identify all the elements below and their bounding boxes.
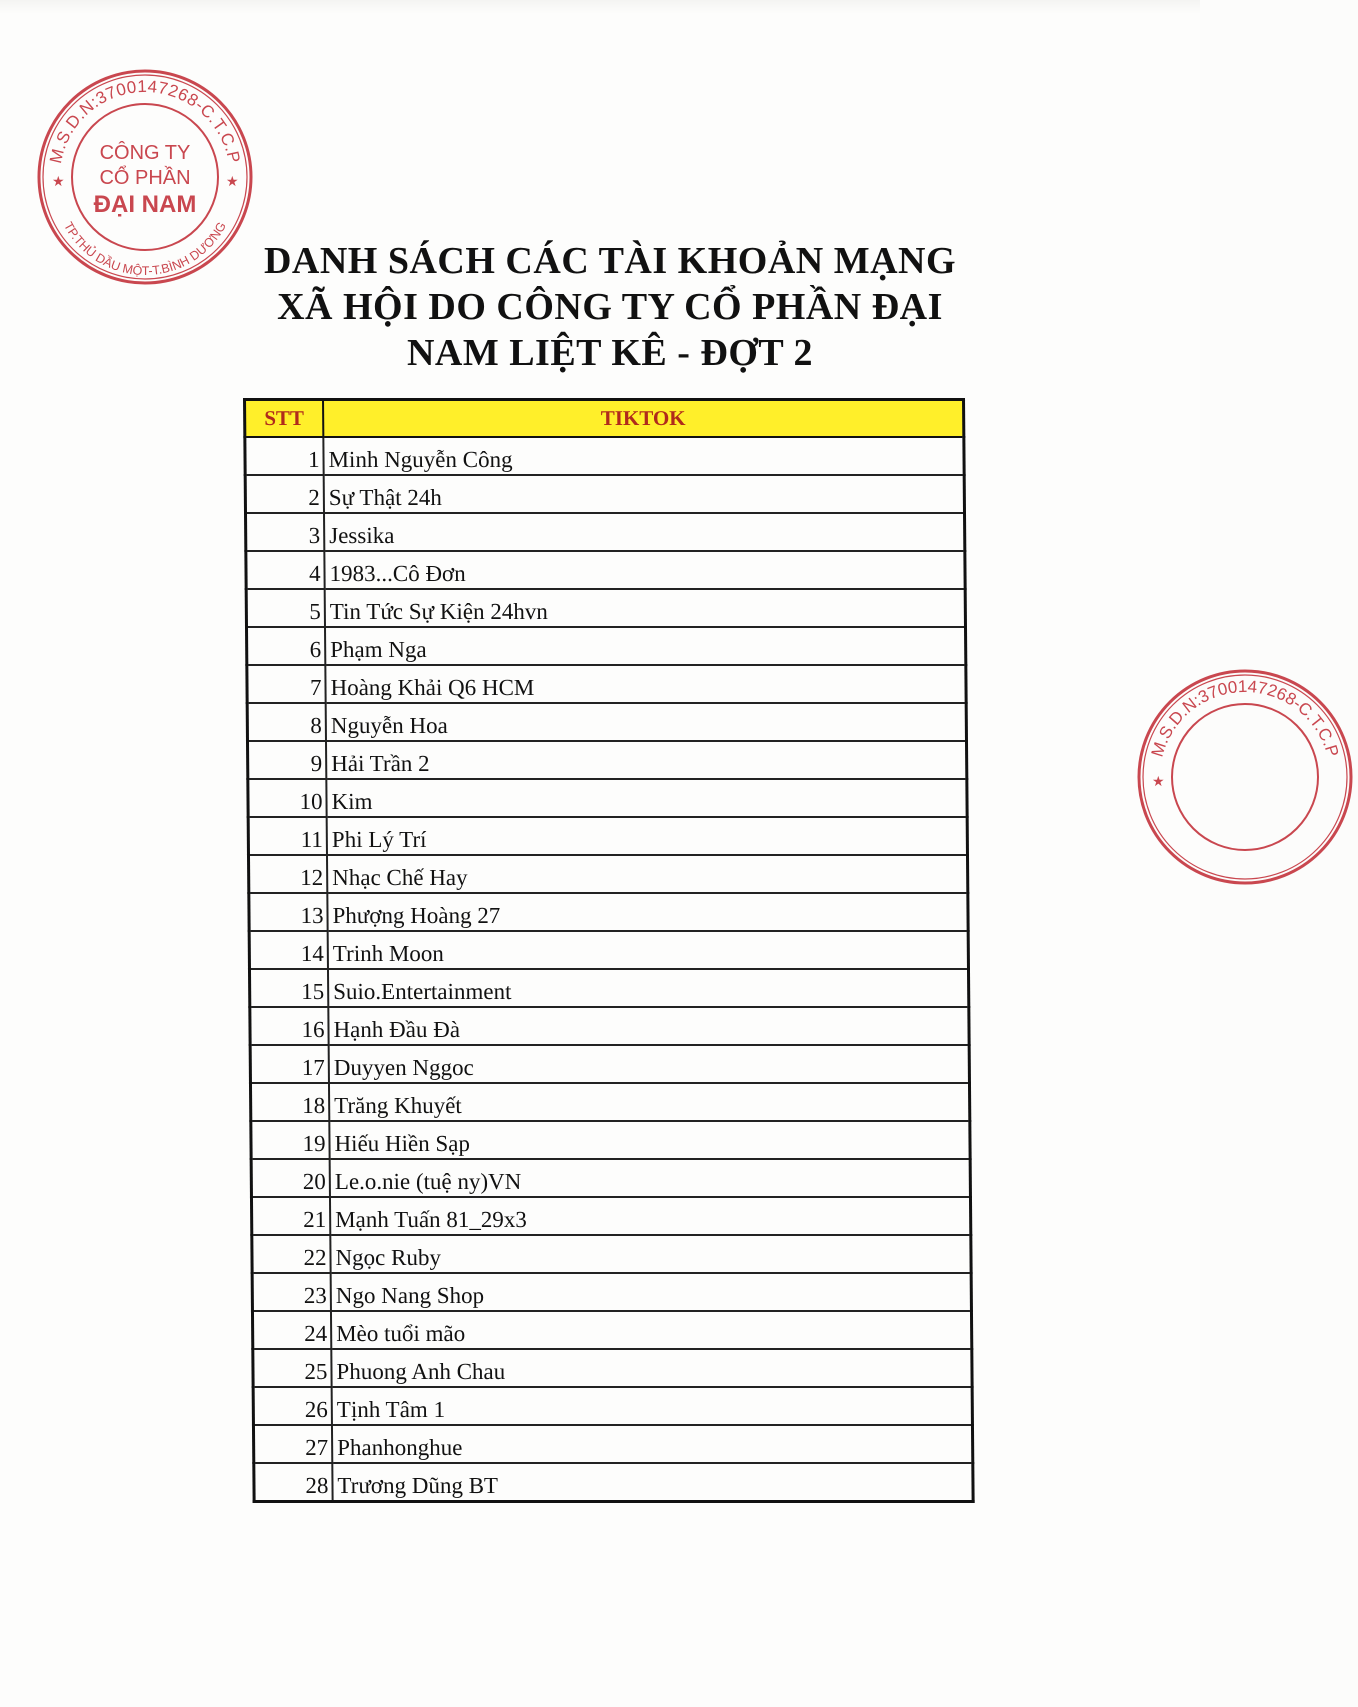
table-row [249, 893, 968, 931]
column-header-stt: STT [245, 400, 324, 438]
seal-star-icon: ★ [1152, 775, 1165, 790]
row-number: 24 [252, 1311, 331, 1349]
table-body [245, 437, 973, 1502]
account-name: Ngo Nang Shop [331, 1273, 972, 1311]
seal-star-icon: ★ [226, 175, 239, 190]
table-row [247, 703, 966, 741]
row-number: 21 [251, 1197, 330, 1235]
seal-ring-text: M.S.D.N:3700147268-C.T.C.P [1147, 676, 1343, 760]
row-number: 12 [248, 855, 327, 893]
seal-line-1: CÔNG TY [99, 142, 191, 164]
account-name: Phạm Nga [325, 627, 966, 665]
row-number: 27 [253, 1425, 332, 1463]
row-number: 4 [246, 551, 325, 589]
table-header-row [245, 400, 964, 438]
account-name: Hiếu Hiền Sạp [329, 1121, 970, 1159]
svg-text:TP.THỦ DẦU MỘT-T.BÌNH DƯƠNG [61, 220, 229, 279]
row-number: 25 [253, 1349, 332, 1387]
company-seal-partial [1132, 664, 1358, 890]
table-row [247, 741, 966, 779]
table-row [252, 1311, 971, 1349]
row-number: 19 [251, 1121, 330, 1159]
document-title [225, 238, 995, 376]
table-row [246, 589, 965, 627]
table-row [252, 1273, 971, 1311]
table-row [246, 551, 965, 589]
seal-star-icon: ★ [52, 175, 65, 190]
account-name: Trăng Khuyết [329, 1083, 970, 1121]
row-number: 11 [248, 817, 327, 855]
table-row [248, 855, 967, 893]
table-row [253, 1387, 972, 1425]
account-name: Hạnh Đầu Đà [328, 1007, 969, 1045]
account-name: Tin Tức Sự Kiện 24hvn [325, 589, 966, 627]
row-number: 16 [250, 1007, 329, 1045]
row-number: 13 [249, 893, 328, 931]
account-name: Trinh Moon [328, 931, 969, 969]
row-number: 22 [252, 1235, 331, 1273]
table-row [246, 513, 965, 551]
row-number: 18 [250, 1083, 329, 1121]
table-row [250, 1045, 969, 1083]
row-number: 7 [247, 665, 326, 703]
row-number: 1 [245, 437, 324, 475]
row-number: 5 [246, 589, 325, 627]
row-number: 10 [248, 779, 327, 817]
row-number: 6 [246, 627, 325, 665]
svg-text:M.S.D.N:3700147268-C.T.C.P [1148, 677, 1343, 759]
title-line-1: DANH SÁCH CÁC TÀI KHOẢN MẠNG [263, 240, 957, 282]
title-line-3: NAM LIỆT KÊ - ĐỢT 2 [406, 332, 814, 374]
account-name: 1983...Cô Đơn [324, 551, 965, 589]
row-number: 8 [247, 703, 326, 741]
table-row [254, 1463, 973, 1502]
row-number: 14 [249, 931, 328, 969]
table-row [250, 1083, 969, 1121]
row-number: 20 [251, 1159, 330, 1197]
table-row [251, 1159, 970, 1197]
row-number: 15 [249, 969, 328, 1007]
row-number: 26 [253, 1387, 332, 1425]
seal-line-2: CỔ PHẦN [99, 167, 191, 189]
account-name: Nhạc Chế Hay [327, 855, 968, 893]
row-number: 2 [245, 475, 324, 513]
table-row [253, 1349, 972, 1387]
account-name: Phượng Hoàng 27 [327, 893, 968, 931]
account-name: Kim [326, 779, 967, 817]
table-row [248, 779, 967, 817]
account-name: Jessika [324, 513, 965, 551]
row-number: 23 [252, 1273, 331, 1311]
account-name: Mèo tuổi mão [331, 1311, 972, 1349]
table-row [251, 1197, 970, 1235]
row-number: 28 [254, 1463, 333, 1502]
seal-ring-text: M.S.D.N:3700147268-C.T.C.P [46, 76, 244, 166]
row-number: 17 [250, 1045, 329, 1083]
account-name: Phuong Anh Chau [331, 1349, 972, 1387]
account-name: Phi Lý Trí [327, 817, 968, 855]
account-name: Hải Trần 2 [326, 741, 967, 779]
table-row [245, 437, 964, 475]
account-list-table [243, 398, 975, 1503]
account-name: Trương Dũng BT [332, 1463, 973, 1502]
account-name: Le.o.nie (tuệ ny)VN [330, 1159, 971, 1197]
table-row [251, 1121, 970, 1159]
table-row [252, 1235, 971, 1273]
account-name: Duyyen Nggoc [329, 1045, 970, 1083]
account-name: Hoàng Khải Q6 HCM [325, 665, 966, 703]
account-name: Phanhonghue [332, 1425, 973, 1463]
table-row [246, 627, 965, 665]
seal-line-3: ĐẠI NAM [93, 191, 197, 218]
table-row [247, 665, 966, 703]
account-name: Minh Nguyễn Công [323, 437, 964, 475]
table-row [249, 931, 968, 969]
table-row [253, 1425, 972, 1463]
seal-bottom-text: TP.THỦ DẦU MỘT-T.BÌNH DƯƠNG [61, 219, 229, 279]
account-name: Tịnh Tâm 1 [332, 1387, 973, 1425]
row-number: 9 [247, 741, 326, 779]
account-name: Nguyễn Hoa [326, 703, 967, 741]
table-row [250, 1007, 969, 1045]
table-row [249, 969, 968, 1007]
title-line-2: XÃ HỘI DO CÔNG TY CỔ PHẦN ĐẠI [277, 286, 943, 328]
account-name: Sự Thật 24h [324, 475, 965, 513]
row-number: 3 [246, 513, 325, 551]
account-name: Suio.Entertainment [328, 969, 969, 1007]
account-name: Ngọc Ruby [330, 1235, 971, 1273]
table-row [248, 817, 967, 855]
column-header-tiktok: TIKTOK [323, 400, 964, 438]
table-row [245, 475, 964, 513]
account-name: Mạnh Tuấn 81_29x3 [330, 1197, 971, 1235]
